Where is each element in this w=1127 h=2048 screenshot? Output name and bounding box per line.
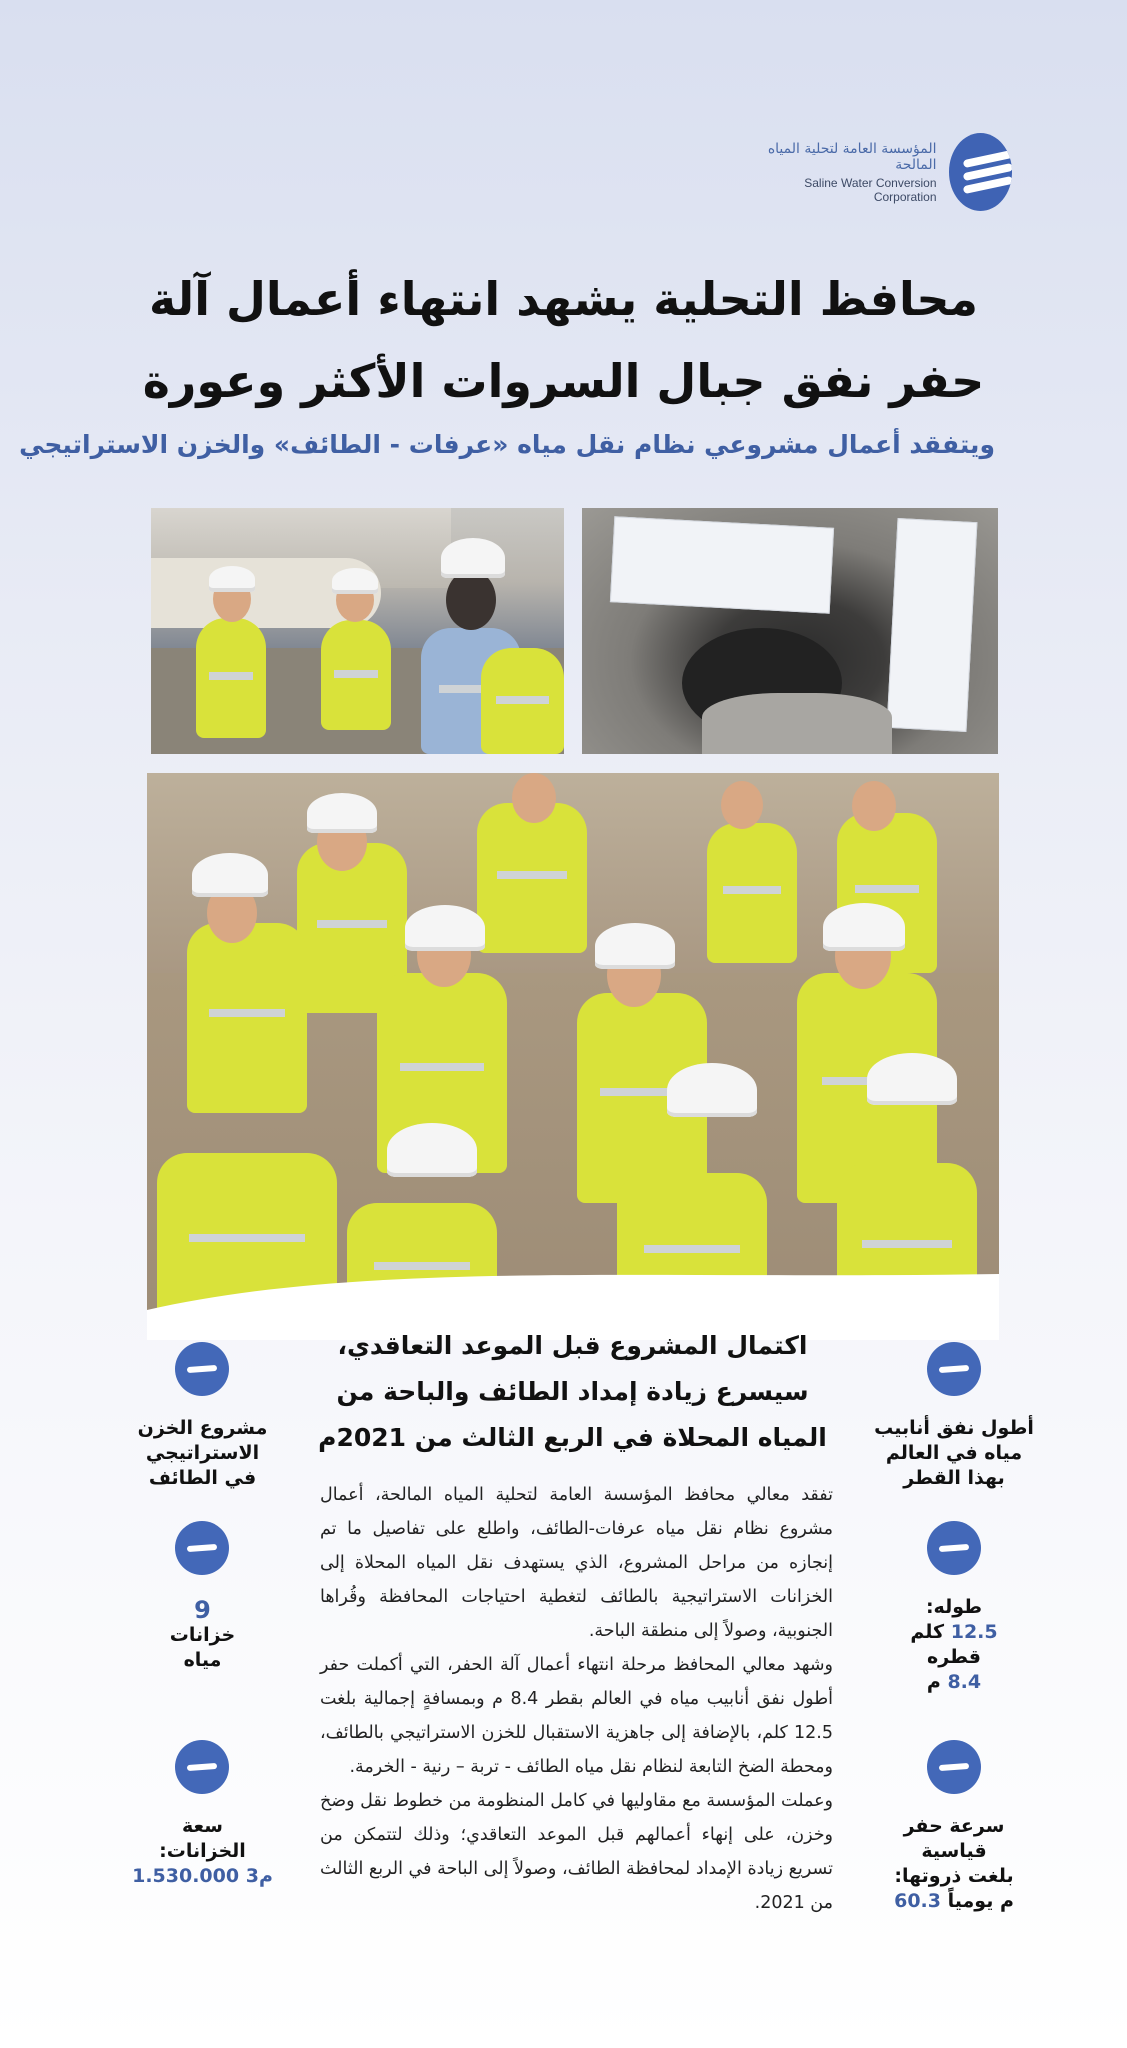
- article-body: [320, 1478, 833, 1920]
- stat-water-tanks: 9 خزانات مياه: [169, 1596, 236, 1671]
- stat-tank-capacity: سعة الخزانات: م3 1.530.000: [132, 1815, 273, 1887]
- article-paragraph-2: وشهد معالي المحافظ مرحلة انتهاء أعمال آلة الحفر، التي أكملت حفر أطول نفق أنابيب مياه في العالم بقطر 8.4 م وبمسافةٍ إجمالية بلغت 12.5 كلم، بالإضافة إلى جاهزية الاستقبال للخزن الاستراتيجي بالطائف، ومحطة الضخ التابعة لنظام نقل مياه الطائف - تربة – رنية - الخرمة.: [320, 1655, 833, 1777]
- wave-icon: [927, 1740, 981, 1794]
- wave-icon: [927, 1521, 981, 1575]
- article-headline: اكتمال المشروع قبل الموعد التعاقدي، سيسرع زيادة إمداد الطائف والباحة من المياه المحلاة في الربع الثالث من 2021م: [318, 1331, 827, 1452]
- photo-site-inspection-group: [147, 773, 999, 1333]
- stat-drilling-speed: سرعة حفر قياسية بلغت ذروتها: م يومياً 60.3: [894, 1815, 1014, 1912]
- photo-pipeline-site: [151, 508, 564, 754]
- org-name-en: Saline Water Conversion Corporation: [804, 175, 937, 204]
- stat-strategic-storage: مشروع الخزن الاستراتيجي في الطائف: [137, 1417, 268, 1489]
- swcc-logo-icon: [949, 133, 1012, 211]
- photo-tunnel-breakthrough: [582, 508, 998, 754]
- article-paragraph-1: تفقد معالي محافظ المؤسسة العامة لتحلية المياه المالحة، أعمال مشروع نظام نقل مياه عرفات-الطائف، واطلع على تفاصيل ما تم إنجازه من مراحل المشروع، الذي يستهدف نقل المياه المحلاة إلى الخزانات الاستراتيجية بالطائف لتغطية احتياجات المحافظة وقُراها الجنوبية، وصولاً إلى منطقة الباحة.: [320, 1485, 833, 1641]
- wave-icon: [175, 1521, 229, 1575]
- page-subtitle: ويتفقد أعمال مشروعي نظام نقل مياه «عرفات - الطائف» والخزن الاستراتيجي: [19, 430, 995, 459]
- wave-icon: [175, 1342, 229, 1396]
- stat-longest-tunnel: أطول نفق أنابيب مياه في العالم بهذا القطر: [874, 1417, 1034, 1489]
- article-paragraph-3: وعملت المؤسسة مع مقاوليها في كامل المنظومة من خطوط نقل وضخ وخزن، على إنهاء أعمالهم قبل الموعد التعاقدي؛ وذلك لتتمكن من تسريع زيادة الإمداد لمحافظة الطائف، وصولاً إلى الباحة في الربع الثالث من 2021.: [320, 1791, 833, 1913]
- wave-icon: [175, 1740, 229, 1794]
- org-logo: [762, 132, 1012, 212]
- org-name-ar: المؤسسة العامة لتحلية المياه المالحة: [767, 140, 937, 173]
- page-title: محافظ التحلية يشهد انتهاء أعمال آلة حفر نفق جبال السروات الأكثر وعورة: [142, 272, 985, 408]
- wave-icon: [927, 1342, 981, 1396]
- stat-tunnel-dimensions: طوله: 12.5 كلم قطره 8.4 م: [910, 1596, 998, 1693]
